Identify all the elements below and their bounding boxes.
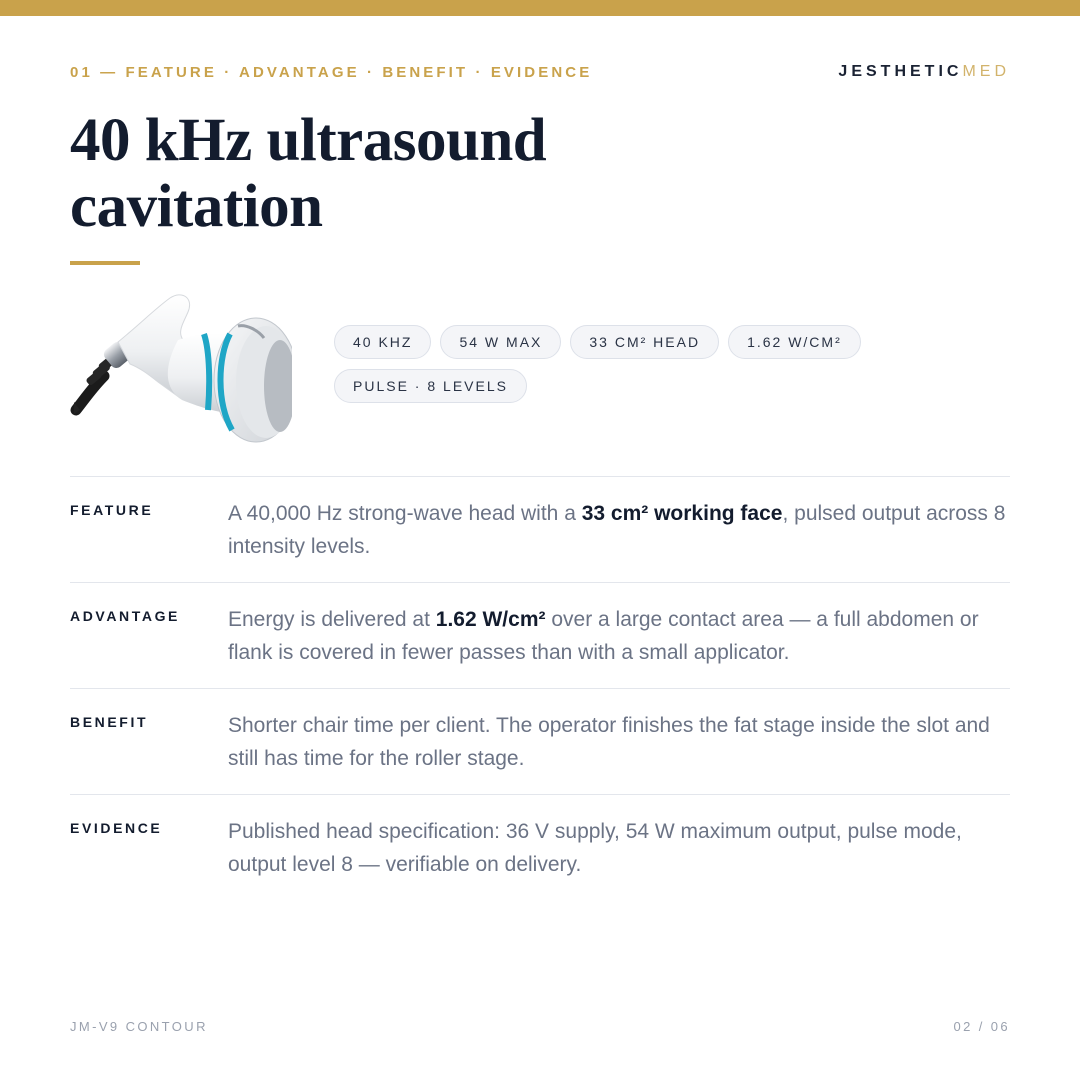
section-kicker: 01 — FEATURE · ADVANTAGE · BENEFIT · EVIDENCE (70, 64, 593, 81)
spec-chip-power-density: 1.62 W/CM² (728, 325, 861, 359)
brand-accent-text: MED (962, 63, 1010, 80)
fabe-advantage-highlight: 1.62 W/cm² (435, 608, 546, 631)
page-title (70, 108, 630, 240)
fabe-label-advantage: ADVANTAGE (70, 608, 180, 624)
brand-logo (838, 63, 1010, 81)
fabe-row-feature (70, 476, 1010, 582)
brand-main-text: JESTHETIC (838, 63, 963, 80)
fabe-row-evidence (70, 794, 1010, 900)
fabe-label-evidence: EVIDENCE (70, 820, 163, 836)
fabe-label-benefit: BENEFIT (70, 714, 149, 730)
footer-product-code: JM-V9 CONTOUR (70, 1019, 208, 1034)
fabe-row-benefit (70, 688, 1010, 794)
fabe-feature-text-post: , pulsed output across 8 intensity levels. (228, 502, 1006, 558)
fabe-text-feature (228, 497, 1018, 563)
title-line-1: 40 kHz ultrasound (70, 107, 547, 174)
top-accent-bar (0, 0, 1080, 16)
fabe-text-benefit: Shorter chair time per client. The operator finishes the fat stage inside the slot and still has time for the roller stage. (228, 714, 990, 770)
fabe-feature-text-pre: A 40,000 Hz strong-wave head with a (228, 502, 582, 525)
fabe-advantage-text-post: over a large contact area — a full abdomen or flank is covered in fewer passes than with a small applicator. (228, 608, 979, 664)
fabe-row-advantage (70, 582, 1010, 688)
spec-chip-pulse-levels: PULSE · 8 LEVELS (334, 369, 527, 403)
fabe-advantage-text-pre: Energy is delivered at (228, 608, 436, 631)
spec-chip-row-1 (334, 325, 934, 359)
spec-chip-row-2 (334, 369, 934, 403)
fabe-feature-highlight: 33 cm² working face (581, 502, 783, 525)
fabe-table (70, 476, 1010, 900)
fabe-label-feature: FEATURE (70, 502, 154, 518)
fabe-text-evidence: Published head specification: 36 V supply, 54 W maximum output, pulse mode, output level 8 — verifiable on delivery. (228, 820, 962, 876)
ultrasound-handpiece-icon (70, 290, 296, 450)
spec-chip-frequency: 40 KHZ (334, 325, 431, 359)
fabe-text-advantage (228, 603, 1018, 669)
spec-chip-max-power: 54 W MAX (440, 325, 561, 359)
title-underline (70, 261, 140, 265)
spec-chip-head-area: 33 CM² HEAD (570, 325, 719, 359)
header (70, 64, 1010, 86)
footer-page-indicator: 02 / 06 (953, 1019, 1010, 1034)
spec-chip-group (334, 325, 934, 413)
title-line-2: cavitation (70, 173, 323, 240)
